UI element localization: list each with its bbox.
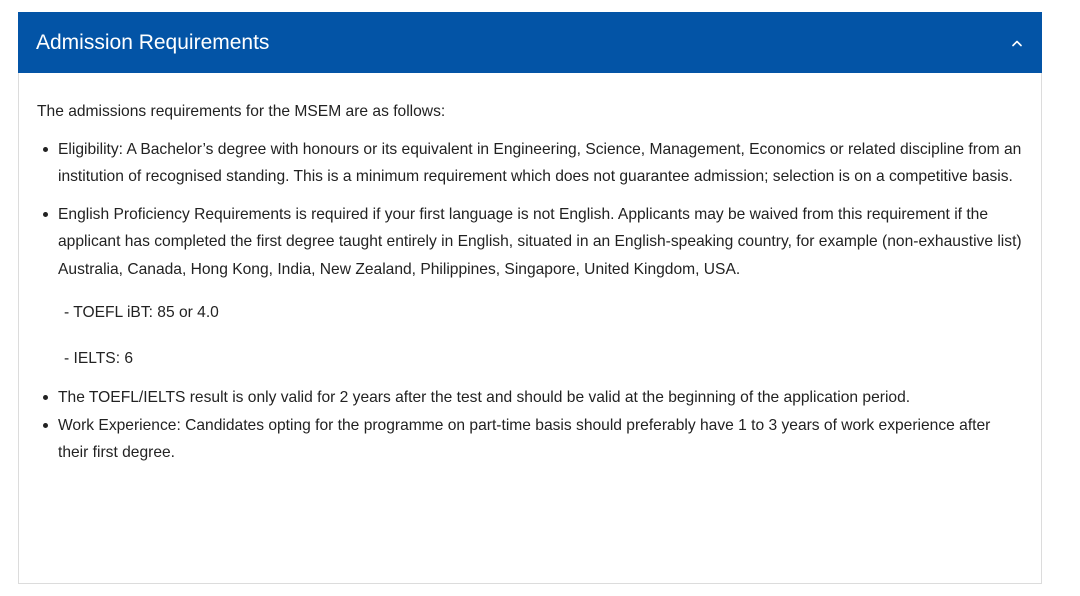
intro-text: The admissions requirements for the MSEM are as follows:	[37, 103, 446, 120]
list-item-english-proficiency	[58, 201, 1023, 373]
english-scores	[58, 299, 1023, 372]
list-item-eligibility: Eligibility: A Bachelor’s degree with honours or its equivalent in Engineering, Science, Management, Economics or related discipline from an institution of recognised standing. This is a minimum requirement which does not guarantee admission; selection is on a competitive basis.	[58, 136, 1023, 191]
accordion-title: Admission Requirements	[36, 30, 270, 54]
accordion-header[interactable]	[18, 12, 1042, 73]
ielts-score: - IELTS: 6	[64, 349, 134, 367]
accordion-body	[18, 73, 1042, 584]
toefl-score: - TOEFL iBT: 85 or 4.0	[64, 304, 219, 321]
chevron-up-icon[interactable]	[1010, 36, 1024, 50]
english-proficiency-text: English Proficiency Requirements is required if your first language is not English. Applicants may be waived from this requirement if the applicant has completed the first degree taught entirely in English, situated in an English-speaking country, for example (non-exhaustive list) Australia, Canada, Hong Kong, India, New Zealand, Philippines, Singapore, United Kingdom, USA.	[58, 205, 1022, 278]
admission-requirements-accordion	[18, 12, 1042, 584]
list-item-result-validity: The TOEFL/IELTS result is only valid for 2 years after the test and should be valid at the beginning of the application period.	[58, 384, 1023, 412]
requirements-list	[37, 136, 1023, 467]
list-item-work-experience: Work Experience: Candidates opting for the programme on part-time basis should preferably have 1 to 3 years of work experience after their first degree.	[58, 412, 1023, 467]
